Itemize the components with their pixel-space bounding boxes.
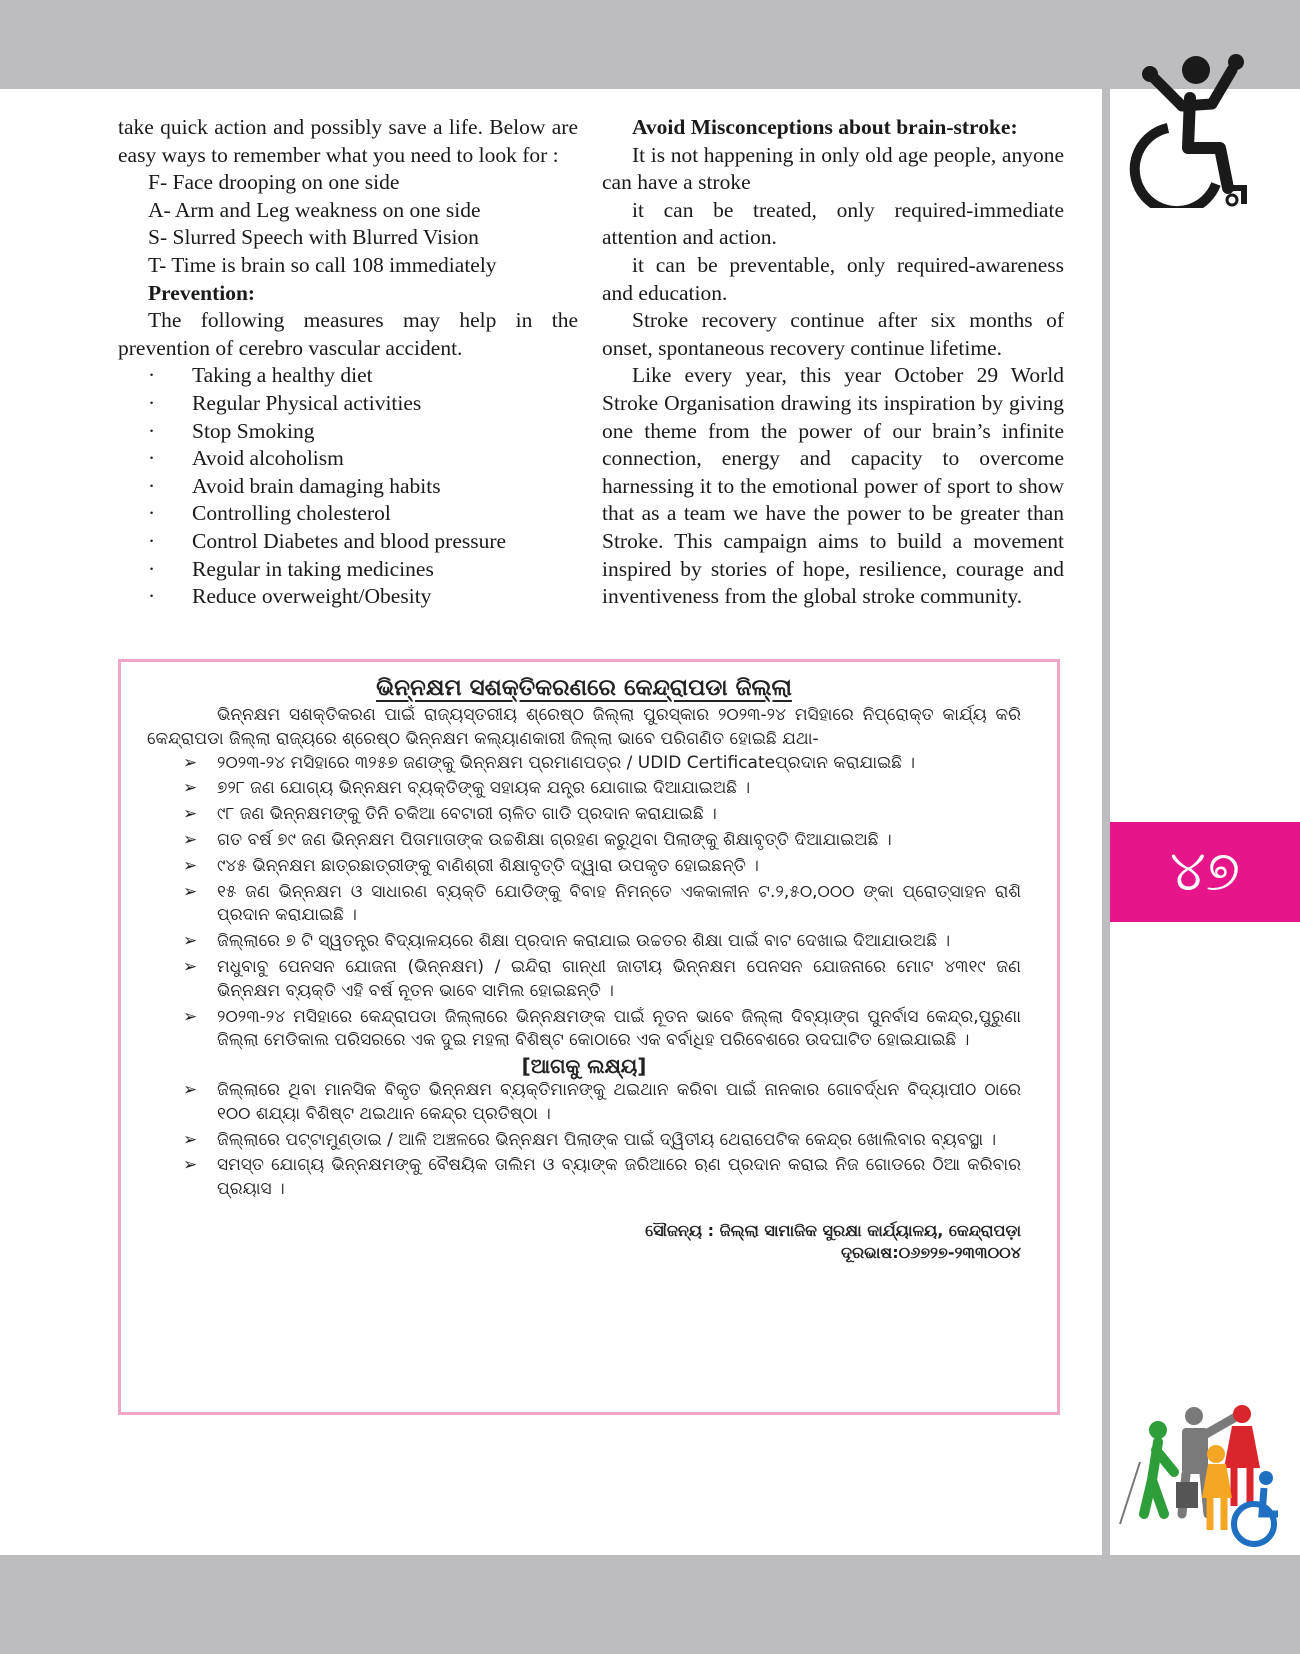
list-item-text: ୯୪୫ ଭିନ୍ନକ୍ଷମ ଛାତ୍ରଛାତ୍ରୀଙ୍କୁ ବାଣିଶ୍ରୀ ଶିକ୍ଷାବୃତ୍ତି ଦ୍ୱାରା ଉପକୃତ ହୋଇଛନ୍ତି । [217,855,759,876]
list-item [147,1079,1021,1127]
bullet-icon: · [148,528,156,553]
goal-title: [ଆଗକୁ ଲକ୍ଷ୍ୟ] [521,1054,647,1079]
list-item-text: Avoid brain damaging habits [192,473,441,498]
bullet-icon: · [148,584,156,609]
wheelchair-cheer-icon [1124,48,1254,208]
arrow-icon: ➢ [183,778,198,799]
list-item-text: ୧୫ ଜଣ ଭିନ୍ନକ୍ଷମ ଓ ସାଧାରଣ ବ୍ୟକ୍ତି ଯୋଡିଙ୍କୁ ବିବାହ ନିମନ୍ତେ ଏକକାଳୀନ ଟ.୨,୫୦,୦୦୦ ଙ୍କା ପ୍ରୋତ୍ସାହନ ରାଶି ପ୍ରଦାନ କରାଯାଇଛି । [217,881,1021,926]
list-item [147,855,1021,879]
list-item-text: ୯୮ ଜଣ ଭିନ୍ନକ୍ଷମଙ୍କୁ ତିନି ଚକିଆ ବେଟାରୀ ଚାଳିତ ଗାଡି ପ୍ରଦାନ କରାଯାଇଛି । [217,804,717,825]
box-title: ଭିନ୍ନକ୍ଷମ ସଶକ୍ତିକରଣରେ କେନ୍ଦ୍ରାପଡା ଜିଲ୍ଲା [376,675,792,701]
list-item [147,1129,1021,1153]
list-item [118,500,578,528]
district-info-box [118,659,1060,1415]
page-number-tab: ୪୭ [1110,822,1300,922]
list-item [147,752,1021,776]
intro-paragraph: take quick action and possibly save a life. Below are easy ways to remember what you need to look for : [118,115,578,167]
bullet-icon: · [148,418,156,443]
list-item-text: ୨୦୨୩-୨୪ ମସିହାରେ କେନ୍ଦ୍ରାପଡା ଜିଲ୍ଲାରେ ଭିନ୍ନକ୍ଷମଙ୍କ ପାଇଁ ନୂତନ ଭାବେ ଜିଲ୍ଲା ଦିବ୍ୟାଙ୍ଗ ପୁନର୍ବାସ କେନ୍ଦ୍ର,ପୁରୁଣା ଜିଲ୍ଲା ମେଡିକାଲ ପରିସରରେ ଏକ ଦୁଇ ମହଲା ବିଶିଷ୍ଟ କୋଠାରେ ଏକ ବର୍ବାଧିହ ପରିବେଶରେ ଉଦଘାଟିତ ହୋଇଯାଇଛି । [217,1006,1021,1051]
list-item-text: Controlling cholesterol [192,501,391,526]
fast-line-f: F- Face drooping on one side [148,170,400,195]
side-rule [1102,89,1110,1555]
list-item [118,362,578,390]
list-item [118,583,578,611]
box-intro: ଭିନ୍ନକ୍ଷମ ସଶକ୍ତିକରଣ ପାଇଁ ରାଜ୍ୟସ୍ତରୀୟ ଶ୍ରେଷ୍ଠ ଜିଲ୍ଲା ପୁରସ୍କାର ୨୦୨୩-୨୪ ମସିହାରେ ନିପ୍ରୋକ୍ତ କାର୍ଯ୍ୟ କରି କେନ୍ଦ୍ରାପଡା ଜିଲ୍ଲା ରାଜ୍ୟରେ ଶ୍ରେଷ୍ଠ ଭିନ୍ନକ୍ଷମ କଲ୍ୟାଣକାରୀ ଜିଲ୍ଲା ଭାବେ ପରିଗଣିତ ହୋଇଛି ଯଥା- [147,705,1021,749]
left-column [118,114,578,611]
list-item-text: Taking a healthy diet [192,363,373,388]
list-item-text: ମଧୁବାବୁ ପେନସନ ଯୋଜନା (ଭିନ୍ନକ୍ଷମ) / ଇନ୍ଦିରା ଗାନ୍ଧୀ ଜାତୀୟ ଭିନ୍ନକ୍ଷମ ପେନସନ ଯୋଜନାରେ ମୋଟ ୪୩୧୯ ଜଣ ଭିନ୍ନକ୍ଷମ ବ୍ୟକ୍ତି ଏହି ବର୍ଷ ନୂତନ ଭାବେ ସାମିଲ ହୋଇଛନ୍ତି । [217,956,1021,1001]
arrow-icon: ➢ [183,1155,198,1176]
list-item-text: ୭୨୮ ଜଣ ଯୋଗ୍ୟ ଭିନ୍ନକ୍ଷମ ବ୍ୟକ୍ତିଙ୍କୁ ସହାୟକ ଯନ୍ତ୍ର ଯୋଗାଇ ଦିଆଯାଇଅଛି । [217,778,751,799]
list-item [147,1154,1021,1202]
list-item-text: Reduce overweight/Obesity [192,584,432,609]
disability-group-icon [1116,1402,1281,1552]
bullet-icon: · [148,473,156,498]
achievement-list [147,752,1021,1054]
arrow-icon: ➢ [183,804,198,825]
misconception-paragraph: Stroke recovery continue after six months of onset, spontaneous recovery continue lifetime. [602,308,1064,360]
list-item-text: ଜିଲ୍ଲାରେ ୭ ଟି ସ୍ୱତନ୍ତ୍ର ବିଦ୍ୟାଳୟରେ ଶିକ୍ଷା ପ୍ରଦାନ କରାଯାଇ ଉଚ୍ଚତର ଶିକ୍ଷା ପାଇଁ ବାଟ ଦେଖାଇ ଦିଆଯାଉଅଛି । [217,931,951,952]
list-item [147,881,1021,929]
arrow-icon: ➢ [183,881,198,902]
list-item [147,777,1021,801]
list-item-text: ୨୦୨୩-୨୪ ମସିହାରେ ୩୨୫୭ ଜଣଙ୍କୁ ଭିନ୍ନକ୍ଷମ ପ୍ରମାଣପତ୍ର / UDID Certificateପ୍ରଦାନ କରାଯାଇଛି । [217,752,916,773]
fast-line-a: A- Arm and Leg weakness on one side [148,197,481,222]
list-item [147,1006,1021,1054]
list-item-text: ଜିଲ୍ଲାରେ ଥିବା ମାନସିକ ବିକୃତ ଭିନ୍ନକ୍ଷମ ବ୍ୟକ୍ତିମାନଙ୍କୁ ଥଇଥାନ କରିବା ପାଇଁ ନାନକାର ଗୋବର୍ଦ୍ଧନ ବିଦ୍ୟାପୀଠ ଠାରେ ୧୦୦ ଶଯ୍ୟା ବିଶିଷ୍ଟ ଥଇଥାନ କେନ୍ଦ୍ର ପ୍ରତିଷ୍ଠା । [217,1079,1021,1124]
arrow-icon: ➢ [183,931,198,952]
bullet-icon: · [148,363,156,388]
arrow-icon: ➢ [183,1129,198,1150]
bullet-icon: · [148,390,156,415]
list-item-text: Regular Physical activities [192,390,422,415]
list-item [118,556,578,584]
arrow-icon: ➢ [183,855,198,876]
bullet-icon: · [148,556,156,581]
misconception-paragraph: it can be preventable, only required-awareness and education. [602,252,1064,305]
fast-line-s: S- Slurred Speech with Blurred Vision [148,225,479,250]
list-item-text: ଗତ ବର୍ଷ ୭୯ ଜଣ ଭିନ୍ନକ୍ଷମ ପିତାମାତାଙ୍କ ଉଚ୍ଚଶିକ୍ଷା ଗ୍ରହଣ କରୁଥିବା ପିଲାଙ୍କୁ ଶିକ୍ଷାବୃତ୍ତି ଦିଆଯାଇଅଛି । [217,829,892,850]
list-item-text: Avoid alcoholism [192,446,344,471]
arrow-icon: ➢ [183,1006,198,1027]
fast-line-t: T- Time is brain so call 108 immediately [148,252,497,277]
list-item [118,390,578,418]
right-column [602,114,1064,611]
list-item-text: ଜିଲ୍ଲାରେ ପଟ୍ଟାମୁଣ୍ଡାଇ / ଆଳି ଅଞ୍ଚଳରେ ଭିନ୍ନକ୍ଷମ ପିଲାଙ୍କ ପାଇଁ ଦ୍ୱିତୀୟ ଥେରାପେଟିକ କେନ୍ଦ୍ର ଖୋଲିବାର ବ୍ୟବସ୍ଥା । [217,1129,997,1150]
credit-line: ସୌଜନ୍ୟ : ଜିଲ୍ଲା ସାମାଜିକ ସୁରକ୍ଷା କାର୍ଯ୍ୟାଳୟ, କେନ୍ଦ୍ରାପଡ଼ା [645,1220,1021,1240]
misconceptions-heading: Avoid Misconceptions about brain-stroke: [632,115,1018,139]
phone-line: ଦୂରଭାଷ:୦୬୭୨୭-୨୩୩୦୦୪ [841,1242,1021,1262]
prevention-heading: Prevention: [148,280,256,305]
list-item [118,445,578,473]
list-item [118,473,578,501]
misconception-paragraph: it can be treated, only required-immediate attention and action. [602,197,1064,250]
prevention-intro: The following measures may help in the prevention of cerebro vascular accident. [118,308,578,360]
list-item-text: ସମସ୍ତ ଯୋଗ୍ୟ ଭିନ୍ନକ୍ଷମଙ୍କୁ ବୈଷୟିକ ତାଲିମ ଓ ବ୍ୟାଙ୍କ ଜରିଆରେ ଋଣ ପ୍ରଦାନ କରାଇ ନିଜ ଗୋଡରେ ଠିଆ କରିବାର ପ୍ରୟାସ । [217,1155,1021,1200]
list-item [147,956,1021,1004]
arrow-icon: ➢ [183,956,198,977]
bullet-icon: · [148,501,156,526]
list-item-text: Stop Smoking [192,418,315,443]
goal-list [147,1079,1021,1202]
bottom-band [0,1555,1300,1654]
arrow-icon: ➢ [183,752,198,773]
misconception-paragraph: It is not happening in only old age people, anyone can have a stroke [602,142,1064,195]
world-stroke-paragraph: Like every year, this year October 29 World Stroke Organisation drawing its inspiration by giving one theme from the power of our brain’s infinite connection, energy and capacity to overcome harnessing it to the emotional power of sport to show that as a team we have the power to be greater than Stroke. This campaign aims to build a movement inspired by stories of hope, resilience, courage and inventiveness from the global stroke community. [602,363,1064,609]
arrow-icon: ➢ [183,829,198,850]
list-item-text: Regular in taking medicines [192,556,434,581]
list-item [118,528,578,556]
list-item [118,418,578,446]
list-item [147,930,1021,954]
top-band [0,0,1300,89]
list-item [147,803,1021,827]
bullet-icon: · [148,446,156,471]
arrow-icon: ➢ [183,1079,198,1100]
list-item-text: Control Diabetes and blood pressure [192,528,507,553]
list-item [147,829,1021,853]
